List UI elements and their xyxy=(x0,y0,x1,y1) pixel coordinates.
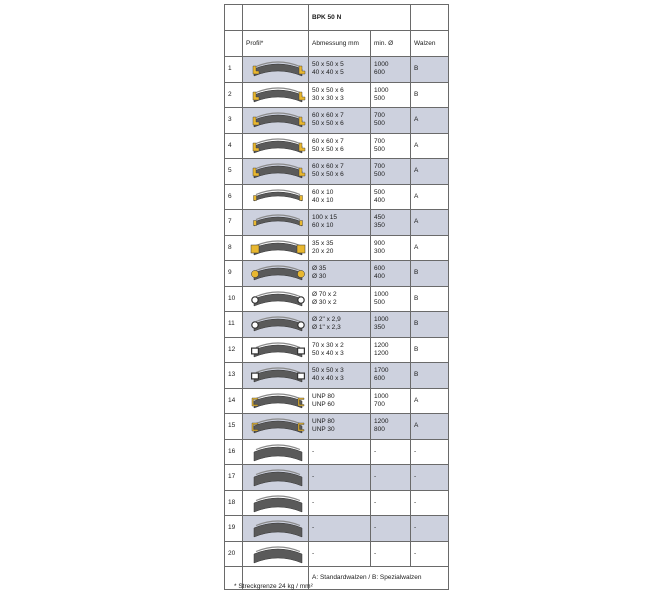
dimension-cell xyxy=(309,541,371,567)
min-diameter-line: 700 xyxy=(374,163,385,171)
channel-profile-icon xyxy=(246,415,309,437)
dimension-line: - xyxy=(312,447,315,455)
row-number: 20 xyxy=(225,541,243,567)
dimension-cell xyxy=(309,363,371,389)
square-tube-profile-icon xyxy=(246,364,309,386)
min-diameter-line: 700 xyxy=(374,400,385,408)
min-diameter-line: 350 xyxy=(374,324,385,332)
i-beam-profile-icon xyxy=(246,441,309,463)
t-bar-profile-icon xyxy=(246,543,309,565)
min-diameter-line: 500 xyxy=(374,298,385,306)
min-diameter-cell xyxy=(371,439,411,465)
rollers-cell: B xyxy=(411,82,449,108)
dimension-line: 50 x 50 x 6 xyxy=(312,86,344,94)
row-number: 6 xyxy=(225,184,243,210)
dimension-line: 50 x 50 x 6 xyxy=(312,171,344,179)
channel-profile-icon xyxy=(246,390,309,412)
min-diameter-line: 500 xyxy=(374,188,385,196)
dimension-line: 60 x 60 x 7 xyxy=(312,137,344,145)
dimension-line: 40 x 40 x 3 xyxy=(312,375,344,383)
row-number: 11 xyxy=(225,312,243,338)
table-row xyxy=(225,312,449,338)
bending-capacity-table xyxy=(224,4,449,590)
min-diameter-cell xyxy=(371,465,411,491)
title-blank-cell xyxy=(243,5,309,31)
table-row xyxy=(225,286,449,312)
table-row xyxy=(225,363,449,389)
dimension-line: 70 x 30 x 2 xyxy=(312,341,344,349)
round-bar-profile-icon xyxy=(246,262,309,284)
dimension-cell xyxy=(309,133,371,159)
dimension-line: - xyxy=(312,524,315,532)
min-diameter-line: 900 xyxy=(374,239,385,247)
profile-cell xyxy=(243,337,309,363)
dimension-line: UNP 80 xyxy=(312,418,335,426)
min-diameter-line: 350 xyxy=(374,222,385,230)
min-diameter-line: 500 xyxy=(374,171,385,179)
dimension-cell xyxy=(309,261,371,287)
min-diameter-line: 600 xyxy=(374,265,385,273)
profile-cell xyxy=(243,516,309,542)
title-blank-cell xyxy=(411,5,449,31)
profile-cell xyxy=(243,414,309,440)
row-number: 7 xyxy=(225,210,243,236)
min-diameter-cell xyxy=(371,235,411,261)
rollers-cell: A xyxy=(411,133,449,159)
dimension-cell xyxy=(309,490,371,516)
footnote: * Streckgrenze 24 kg / mm² xyxy=(234,583,313,590)
min-diameter-cell xyxy=(371,541,411,567)
dimension-line: Ø 35 xyxy=(312,265,327,273)
rollers-cell: A xyxy=(411,108,449,134)
dimension-line: 50 x 40 x 3 xyxy=(312,349,344,357)
dimension-line: 50 x 50 x 5 xyxy=(312,61,344,69)
dimension-line: - xyxy=(312,549,315,557)
min-diameter-line: 1200 xyxy=(374,418,389,426)
header-rollers: Walzen xyxy=(411,31,449,57)
table-body xyxy=(225,5,449,590)
rollers-cell: B xyxy=(411,286,449,312)
min-diameter-line: - xyxy=(374,498,377,506)
min-diameter-cell xyxy=(371,414,411,440)
roller-legend: A: Standardwalzen / B: Spezialwalzen xyxy=(309,567,449,590)
t-bar-profile-icon xyxy=(246,492,309,514)
dimension-line: Ø 70 x 2 xyxy=(312,290,337,298)
rollers-cell: A xyxy=(411,235,449,261)
min-diameter-line: 500 xyxy=(374,94,385,102)
dimension-cell xyxy=(309,286,371,312)
row-number: 12 xyxy=(225,337,243,363)
min-diameter-line: 600 xyxy=(374,69,385,77)
min-diameter-line: 500 xyxy=(374,120,385,128)
min-diameter-line: 1000 xyxy=(374,290,389,298)
min-diameter-cell xyxy=(371,82,411,108)
rollers-cell: A xyxy=(411,159,449,185)
profile-cell xyxy=(243,108,309,134)
angle-profile-icon xyxy=(246,135,309,157)
min-diameter-line: 600 xyxy=(374,375,385,383)
min-diameter-line: 400 xyxy=(374,196,385,204)
dimension-cell xyxy=(309,57,371,83)
rollers-cell: - xyxy=(411,516,449,542)
machine-title: BPK 50 N xyxy=(309,5,411,31)
min-diameter-cell xyxy=(371,363,411,389)
rollers-cell: - xyxy=(411,541,449,567)
profile-cell xyxy=(243,159,309,185)
rollers-cell: A xyxy=(411,210,449,236)
t-bar-profile-icon xyxy=(246,517,309,539)
min-diameter-cell xyxy=(371,312,411,338)
dimension-cell xyxy=(309,82,371,108)
header-profile: Profil* xyxy=(243,31,309,57)
min-diameter-line: 700 xyxy=(374,112,385,120)
rollers-cell: A xyxy=(411,388,449,414)
table-row xyxy=(225,261,449,287)
row-number: 2 xyxy=(225,82,243,108)
round-tube-profile-icon xyxy=(246,313,309,335)
profile-cell xyxy=(243,57,309,83)
rollers-cell: - xyxy=(411,490,449,516)
dimension-line: Ø 2" x 2,9 xyxy=(312,316,341,324)
profile-cell xyxy=(243,133,309,159)
spec-sheet xyxy=(224,4,449,590)
min-diameter-cell xyxy=(371,261,411,287)
dimension-cell xyxy=(309,108,371,134)
dimension-cell xyxy=(309,235,371,261)
dimension-cell xyxy=(309,210,371,236)
profile-cell xyxy=(243,261,309,287)
dimension-cell xyxy=(309,439,371,465)
dimension-line: 100 x 15 xyxy=(312,214,337,222)
dimension-line: - xyxy=(312,498,315,506)
angle-profile-icon xyxy=(246,58,309,80)
dimension-line: Ø 30 xyxy=(312,273,327,281)
row-number: 14 xyxy=(225,388,243,414)
min-diameter-cell xyxy=(371,184,411,210)
table-row xyxy=(225,541,449,567)
dimension-cell xyxy=(309,516,371,542)
min-diameter-line: 450 xyxy=(374,214,385,222)
dimension-cell xyxy=(309,465,371,491)
rollers-cell: B xyxy=(411,57,449,83)
min-diameter-line: 500 xyxy=(374,145,385,153)
profile-cell xyxy=(243,490,309,516)
angle-profile-icon xyxy=(246,160,309,182)
row-number: 5 xyxy=(225,159,243,185)
profile-cell xyxy=(243,439,309,465)
rollers-cell: A xyxy=(411,184,449,210)
min-diameter-line: 1200 xyxy=(374,349,389,357)
table-row xyxy=(225,439,449,465)
table-row xyxy=(225,210,449,236)
row-number: 10 xyxy=(225,286,243,312)
rollers-cell: - xyxy=(411,465,449,491)
min-diameter-line: 700 xyxy=(374,137,385,145)
rollers-cell: - xyxy=(411,439,449,465)
dimension-cell xyxy=(309,388,371,414)
profile-cell xyxy=(243,312,309,338)
dimension-line: UNP 60 xyxy=(312,400,335,408)
dimension-line: - xyxy=(312,473,315,481)
min-diameter-cell xyxy=(371,159,411,185)
min-diameter-cell xyxy=(371,337,411,363)
table-row xyxy=(225,516,449,542)
min-diameter-cell xyxy=(371,490,411,516)
row-number: 16 xyxy=(225,439,243,465)
min-diameter-cell xyxy=(371,57,411,83)
round-tube-profile-icon xyxy=(246,288,309,310)
min-diameter-line: - xyxy=(374,524,377,532)
dimension-line: 40 x 40 x 5 xyxy=(312,69,344,77)
table-row xyxy=(225,337,449,363)
min-diameter-cell xyxy=(371,210,411,236)
dimension-line: 50 x 50 x 3 xyxy=(312,367,344,375)
row-number: 9 xyxy=(225,261,243,287)
table-row xyxy=(225,490,449,516)
profile-cell xyxy=(243,541,309,567)
dimension-line: 60 x 10 xyxy=(312,222,334,230)
dimension-line: 50 x 50 x 6 xyxy=(312,120,344,128)
table-row xyxy=(225,184,449,210)
min-diameter-line: - xyxy=(374,549,377,557)
row-number: 3 xyxy=(225,108,243,134)
dimension-cell xyxy=(309,312,371,338)
dimension-cell xyxy=(309,414,371,440)
table-row xyxy=(225,133,449,159)
min-diameter-line: 300 xyxy=(374,247,385,255)
dimension-line: 35 x 35 xyxy=(312,239,334,247)
dimension-line: UNP 30 xyxy=(312,426,335,434)
dimension-line: 60 x 60 x 7 xyxy=(312,112,344,120)
rollers-cell: B xyxy=(411,261,449,287)
min-diameter-line: 1000 xyxy=(374,86,389,94)
row-number: 15 xyxy=(225,414,243,440)
profile-cell xyxy=(243,465,309,491)
header-num-cell xyxy=(225,31,243,57)
rollers-cell: B xyxy=(411,337,449,363)
min-diameter-line: 400 xyxy=(374,273,385,281)
profile-cell xyxy=(243,363,309,389)
min-diameter-line: 1000 xyxy=(374,316,389,324)
rect-tube-profile-icon xyxy=(246,339,309,361)
table-row xyxy=(225,82,449,108)
min-diameter-line: - xyxy=(374,473,377,481)
header-dimension: Abmessung mm xyxy=(309,31,371,57)
row-number: 13 xyxy=(225,363,243,389)
rollers-cell: B xyxy=(411,363,449,389)
dimension-cell xyxy=(309,184,371,210)
i-beam-profile-icon xyxy=(246,466,309,488)
flat-bar-profile-icon xyxy=(246,211,309,233)
square-bar-profile-icon xyxy=(246,237,309,259)
min-diameter-line: 1000 xyxy=(374,392,389,400)
row-number: 18 xyxy=(225,490,243,516)
min-diameter-cell xyxy=(371,388,411,414)
row-number: 1 xyxy=(225,57,243,83)
angle-profile-icon xyxy=(246,109,309,131)
row-number: 17 xyxy=(225,465,243,491)
min-diameter-cell xyxy=(371,516,411,542)
table-row xyxy=(225,414,449,440)
profile-cell xyxy=(243,286,309,312)
min-diameter-line: 800 xyxy=(374,426,385,434)
dimension-line: Ø 1" x 2,3 xyxy=(312,324,341,332)
profile-cell xyxy=(243,235,309,261)
angle-profile-icon xyxy=(246,84,309,106)
title-blank-cell xyxy=(225,5,243,31)
dimension-line: 60 x 10 xyxy=(312,188,334,196)
profile-cell xyxy=(243,210,309,236)
rollers-cell: A xyxy=(411,414,449,440)
flat-bar-profile-icon xyxy=(246,186,309,208)
min-diameter-cell xyxy=(371,108,411,134)
min-diameter-line: - xyxy=(374,447,377,455)
dimension-line: UNP 80 xyxy=(312,392,335,400)
min-diameter-line: 1200 xyxy=(374,341,389,349)
dimension-cell xyxy=(309,159,371,185)
dimension-line: Ø 30 x 2 xyxy=(312,298,337,306)
dimension-line: 50 x 50 x 6 xyxy=(312,145,344,153)
table-row xyxy=(225,108,449,134)
min-diameter-cell xyxy=(371,133,411,159)
dimension-line: 30 x 30 x 3 xyxy=(312,94,344,102)
header-row xyxy=(225,31,449,57)
row-number: 19 xyxy=(225,516,243,542)
min-diameter-line: 1000 xyxy=(374,61,389,69)
dimension-line: 60 x 60 x 7 xyxy=(312,163,344,171)
table-row xyxy=(225,159,449,185)
min-diameter-cell xyxy=(371,286,411,312)
table-row xyxy=(225,388,449,414)
row-number: 4 xyxy=(225,133,243,159)
table-row xyxy=(225,235,449,261)
min-diameter-line: 1700 xyxy=(374,367,389,375)
dimension-line: 20 x 20 xyxy=(312,247,334,255)
profile-cell xyxy=(243,82,309,108)
table-row xyxy=(225,465,449,491)
table-row xyxy=(225,57,449,83)
profile-cell xyxy=(243,388,309,414)
row-number: 8 xyxy=(225,235,243,261)
dimension-cell xyxy=(309,337,371,363)
profile-cell xyxy=(243,184,309,210)
rollers-cell: B xyxy=(411,312,449,338)
dimension-line: 40 x 10 xyxy=(312,196,334,204)
title-row xyxy=(225,5,449,31)
header-min-diameter: min. Ø xyxy=(371,31,411,57)
